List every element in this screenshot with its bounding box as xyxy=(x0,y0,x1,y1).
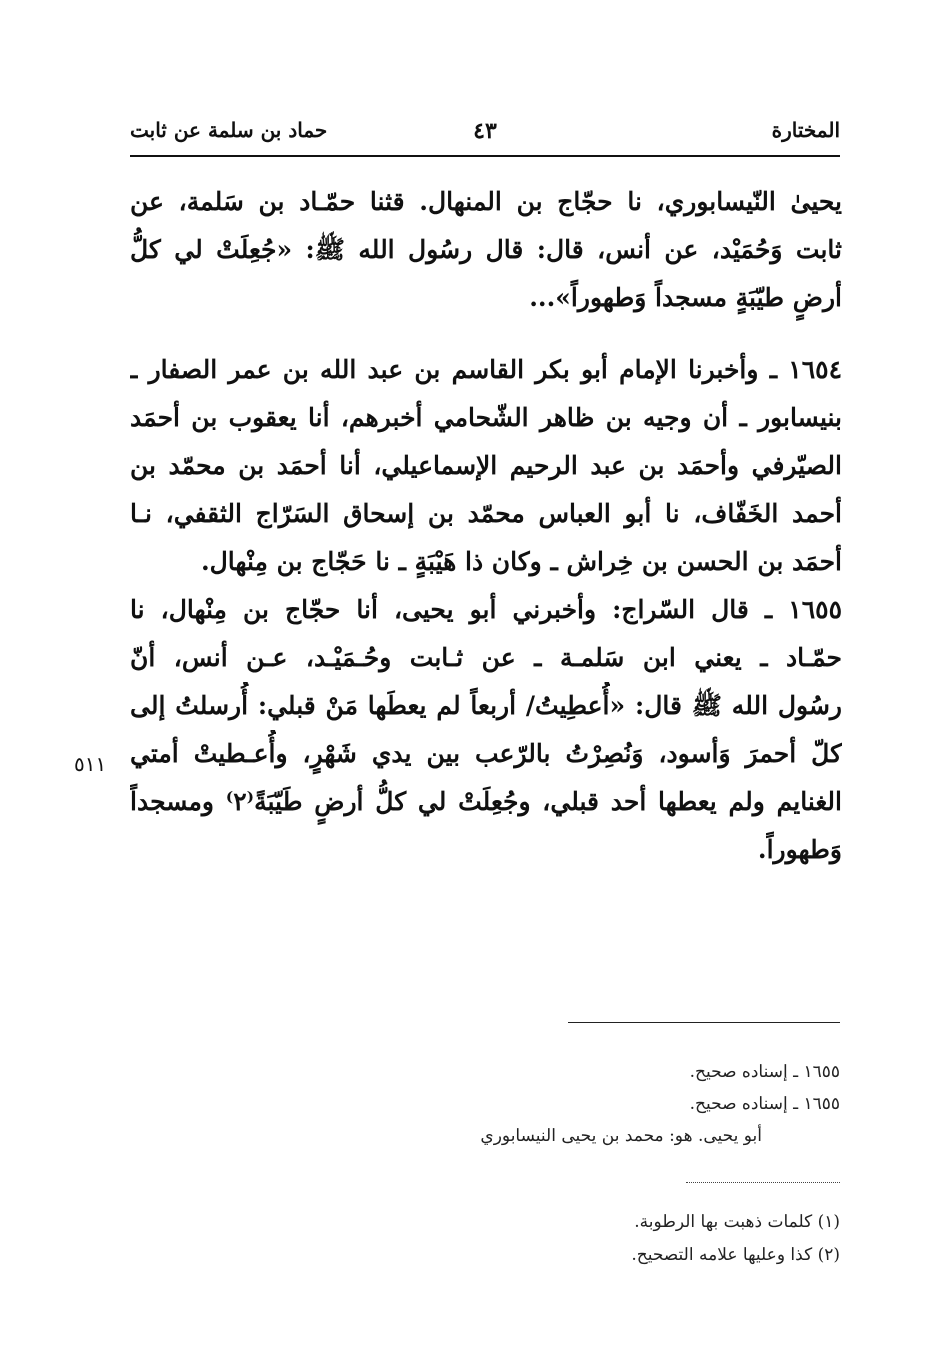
hadith-1654 xyxy=(130,346,842,586)
text-line: يحيىٰ النّيسابوري، نا حجّاج بن المنهال. قثنا حمّـاد بن سَلمة، عن xyxy=(130,187,842,216)
text-line: حمّـاد ـ يعني ابن سَلمـة ـ عن ثـابت وحُـمَيْـد، عـن أنس، أنّ xyxy=(130,643,842,672)
header-rule xyxy=(130,155,840,157)
footnote-2: (٢) كذا وعليها علامه التصحيح. xyxy=(631,1245,840,1265)
text-line: الصيّرفي وأحمَد بن عبد الرحيم الإسماعيلي، أنا أحمَد بن محمّد بن xyxy=(130,451,842,480)
note-line: ١٦٥٥ ـ إسناده صحيح. xyxy=(689,1062,840,1082)
margin-reference-number: ٥١١ xyxy=(74,752,107,776)
text-line: وَطهوراً. xyxy=(757,835,842,864)
text-line: بنيسابور ـ أن وجيه بن ظاهر الشّحامي أخبرهم، أنا يعقوب بن أحمَد xyxy=(130,403,842,432)
text-line: ١٦٥٤ ـ وأخبرنا الإمام أبو بكر القاسم بن عبد الله بن عمر الصفار ـ xyxy=(130,355,842,384)
hadith-1655 xyxy=(130,586,842,874)
footnotes-rule xyxy=(686,1182,840,1183)
note-line: أبو يحيى. هو: محمد بن يحيى النيسابوري xyxy=(480,1126,762,1146)
text-line: أحمد الخَفّاف، نا أبو العباس محمّد بن إسحاق السَرّاج الثقفي، نـا xyxy=(130,499,842,528)
page-number: ٤٣ xyxy=(473,118,497,144)
paragraph-continuation xyxy=(130,178,842,322)
text-line: ثابت وَحُمَيْد، عن أنس، قال: قال رسُول الله ﷺ: «جُعِلَتْ لي كلُّ xyxy=(130,235,842,264)
text-line: كلّ أحمرَ وَأسود، وَنُصِرْتُ بالرّعب بين يدي شَهْرٍ، وأُعـطيتْ أمتي xyxy=(130,739,842,768)
notes-rule xyxy=(568,1022,840,1023)
text-line: الغنايم ولم يعطها أحد قبلي، وجُعِلَتْ لي كلُّ أرضٍ طَيّبَةً⁽٢⁾ ومسجداً xyxy=(130,787,842,816)
text-line: ١٦٥٥ ـ قال السّراج: وأخبرني أبو يحيى، أنا حجّاج بن مِنْهال، نا xyxy=(130,595,842,624)
text-line: أرضٍ طيّبَةٍ مسجداً وَطهوراً»... xyxy=(529,283,842,312)
section-title: حماد بن سلمة عن ثابت xyxy=(130,118,328,142)
text-line: أحمَد بن الحسن بن خِراش ـ وكان ذا هَيْبَةٍ ـ نا حَجّاج بن مِنْهال. xyxy=(200,547,842,576)
running-header xyxy=(130,118,840,154)
footnotes xyxy=(380,1206,840,1272)
main-text xyxy=(130,178,842,874)
note-line: ١٦٥٥ ـ إسناده صحيح. xyxy=(689,1094,840,1114)
book-title: المختارة xyxy=(771,118,840,142)
editor-notes xyxy=(380,1056,840,1152)
text-line: رسُول الله ﷺ قال: «أُعطِيتُ/ أربعاً لم يعطَها مَنْ قبلي: أُرسلتُ إلى xyxy=(130,691,842,720)
footnote-1: (١) كلمات ذهبت بها الرطوبة. xyxy=(634,1212,840,1232)
